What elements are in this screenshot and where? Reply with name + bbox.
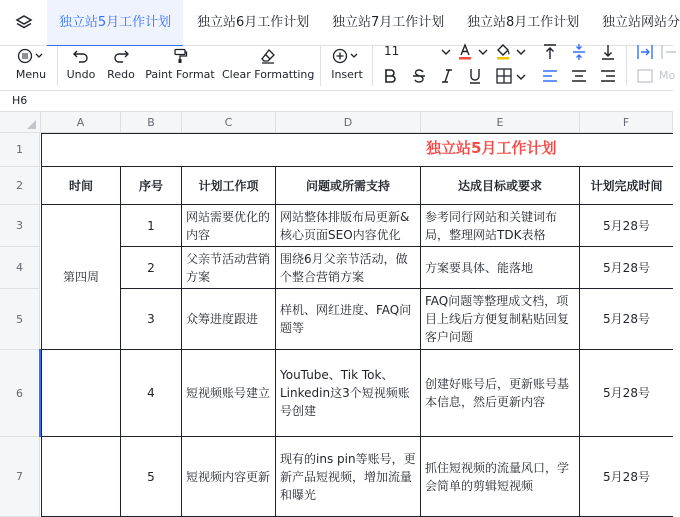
italic-icon[interactable] bbox=[438, 67, 456, 85]
align-left-icon[interactable] bbox=[541, 67, 559, 85]
tab-july-plan[interactable]: 独立站7月工作计划 bbox=[332, 15, 445, 30]
table-cell[interactable]: 5月28号 bbox=[580, 350, 673, 437]
cell-reference-bar bbox=[0, 90, 673, 112]
divider bbox=[320, 46, 321, 86]
column-header[interactable]: F bbox=[580, 112, 673, 133]
sheet-tabs-bar bbox=[0, 0, 680, 46]
row-header[interactable]: 4 bbox=[0, 247, 40, 289]
table-cell[interactable]: 抓住短视频的流量风口，学会简单的剪辑短视频 bbox=[421, 437, 580, 517]
table-cell[interactable]: 短视频内容更新 bbox=[182, 437, 276, 517]
row-header[interactable]: 3 bbox=[0, 205, 40, 247]
tab-may-plan[interactable]: 独立站5月工作计划 bbox=[47, 0, 183, 46]
table-cell[interactable]: 1 bbox=[121, 205, 182, 247]
table-cell[interactable]: 网站整体排版布局更新&核心页面SEO内容优化 bbox=[276, 205, 421, 247]
table-cell[interactable]: YouTube、Tik Tok、Linkedin这3个短视频账号创建 bbox=[276, 350, 421, 437]
column-header[interactable]: D bbox=[276, 112, 421, 133]
sheet-title: 独立站5月工作计划 bbox=[426, 139, 557, 157]
table-cell[interactable]: 创建好账号后，更新账号基本信息，然后更新内容 bbox=[421, 350, 580, 437]
table-cell[interactable]: 参考同行网站和关键词布局，整理网站TDK表格 bbox=[421, 205, 580, 247]
table-cell[interactable]: FAQ问题等整理成文档，项目上线后方便复制粘贴回复客户问题 bbox=[421, 289, 580, 350]
table-cell[interactable]: 网站需要优化的内容 bbox=[182, 205, 276, 247]
clear-formatting-label: Clear Formatting bbox=[222, 68, 315, 81]
chevron-down-icon[interactable] bbox=[437, 43, 455, 61]
align-middle-icon[interactable] bbox=[570, 43, 588, 61]
divider bbox=[57, 46, 58, 86]
header-cell[interactable]: 序号 bbox=[121, 167, 182, 205]
tab-website[interactable]: 独立站网站分 bbox=[602, 15, 680, 30]
table-cell[interactable]: 5月28号 bbox=[580, 247, 673, 289]
table-cell[interactable]: 短视频账号建立 bbox=[182, 350, 276, 437]
undo-button[interactable] bbox=[62, 46, 100, 86]
table-cell[interactable]: 围绕6月父亲节活动，做个整合营销方案 bbox=[276, 247, 421, 289]
table-cell[interactable]: 5月28号 bbox=[580, 437, 673, 517]
column-header[interactable]: E bbox=[421, 112, 580, 133]
table-cell[interactable]: 父亲节活动营销方案 bbox=[182, 247, 276, 289]
paint-format-button[interactable] bbox=[144, 46, 216, 86]
align-center-icon[interactable] bbox=[570, 67, 588, 85]
table-cell[interactable]: 4 bbox=[121, 350, 182, 437]
table-cell[interactable] bbox=[41, 437, 121, 517]
align-bottom-icon[interactable] bbox=[599, 43, 617, 61]
align-right-icon[interactable] bbox=[599, 67, 617, 85]
text-direction-icon[interactable] bbox=[636, 43, 654, 61]
menu-label: Menu bbox=[15, 68, 47, 81]
select-all-corner[interactable] bbox=[0, 112, 41, 133]
insert-label: Insert bbox=[331, 68, 363, 81]
strikethrough-icon[interactable] bbox=[410, 67, 428, 85]
font-size-value: 11 bbox=[384, 44, 400, 58]
table-cell[interactable]: 众筹进度跟进 bbox=[182, 289, 276, 350]
row-header[interactable]: 5 bbox=[0, 289, 40, 350]
merge-cells-icon[interactable] bbox=[636, 67, 654, 85]
layers-icon[interactable] bbox=[14, 13, 34, 33]
bold-icon[interactable] bbox=[381, 67, 399, 85]
chevron-down-icon[interactable] bbox=[512, 68, 530, 86]
insert-button[interactable] bbox=[326, 46, 368, 86]
font-size-select[interactable] bbox=[384, 44, 399, 58]
divider bbox=[626, 46, 627, 86]
row-header[interactable]: 1 bbox=[0, 133, 40, 167]
table-cell[interactable]: 样机、网红进度、FAQ问题等 bbox=[276, 289, 421, 350]
table-cell[interactable]: 方案要具体、能落地 bbox=[421, 247, 580, 289]
header-cell[interactable]: 问题或所需支持 bbox=[276, 167, 421, 205]
row-header[interactable]: 7 bbox=[0, 437, 40, 517]
tab-june-plan[interactable]: 独立站6月工作计划 bbox=[197, 15, 310, 30]
table-cell[interactable]: 5月28号 bbox=[580, 289, 673, 350]
cell-reference[interactable]: H6 bbox=[12, 94, 28, 107]
clear-formatting-button[interactable] bbox=[222, 46, 314, 86]
chevron-down-icon[interactable] bbox=[512, 43, 530, 61]
redo-button[interactable] bbox=[102, 46, 140, 86]
paint-format-label: Paint Format bbox=[145, 68, 215, 81]
header-cell[interactable]: 时间 bbox=[41, 167, 121, 205]
table-cell[interactable]: 5月28号 bbox=[580, 205, 673, 247]
table-cell[interactable]: 3 bbox=[121, 289, 182, 350]
undo-label: Undo bbox=[66, 68, 96, 81]
row-header[interactable]: 2 bbox=[0, 167, 40, 205]
header-cell[interactable]: 达成目标或要求 bbox=[421, 167, 580, 205]
spreadsheet-grid bbox=[0, 112, 673, 500]
table-cell[interactable] bbox=[41, 350, 121, 437]
border-icon[interactable] bbox=[495, 67, 513, 85]
text-color-icon[interactable] bbox=[456, 42, 474, 60]
underline-icon[interactable] bbox=[466, 67, 484, 85]
column-header[interactable]: B bbox=[121, 112, 182, 133]
row-header[interactable]: 6 bbox=[0, 350, 40, 437]
tab-august-plan[interactable]: 独立站8月工作计划 bbox=[467, 15, 580, 30]
title-cell[interactable] bbox=[41, 133, 673, 167]
table-cell[interactable]: 2 bbox=[121, 247, 182, 289]
menu-button[interactable] bbox=[4, 46, 58, 86]
fill-color-icon[interactable] bbox=[494, 42, 512, 60]
redo-label: Redo bbox=[107, 68, 135, 81]
align-top-icon[interactable] bbox=[541, 43, 559, 61]
table-cell[interactable]: 5 bbox=[121, 437, 182, 517]
column-header[interactable]: C bbox=[182, 112, 276, 133]
more-label[interactable]: Mo bbox=[659, 69, 676, 82]
period-cell[interactable]: 第四周 bbox=[41, 205, 121, 350]
toolbar bbox=[0, 44, 676, 90]
header-cell[interactable]: 计划工作项 bbox=[182, 167, 276, 205]
chevron-down-icon[interactable] bbox=[474, 43, 492, 61]
column-header[interactable]: A bbox=[41, 112, 121, 133]
text-overflow-icon[interactable] bbox=[660, 43, 678, 61]
header-cell[interactable]: 计划完成时间 bbox=[580, 167, 673, 205]
divider bbox=[372, 46, 373, 86]
table-cell[interactable]: 现有的ins pin等账号，更新产品短视频，增加流量和曝光 bbox=[276, 437, 421, 517]
